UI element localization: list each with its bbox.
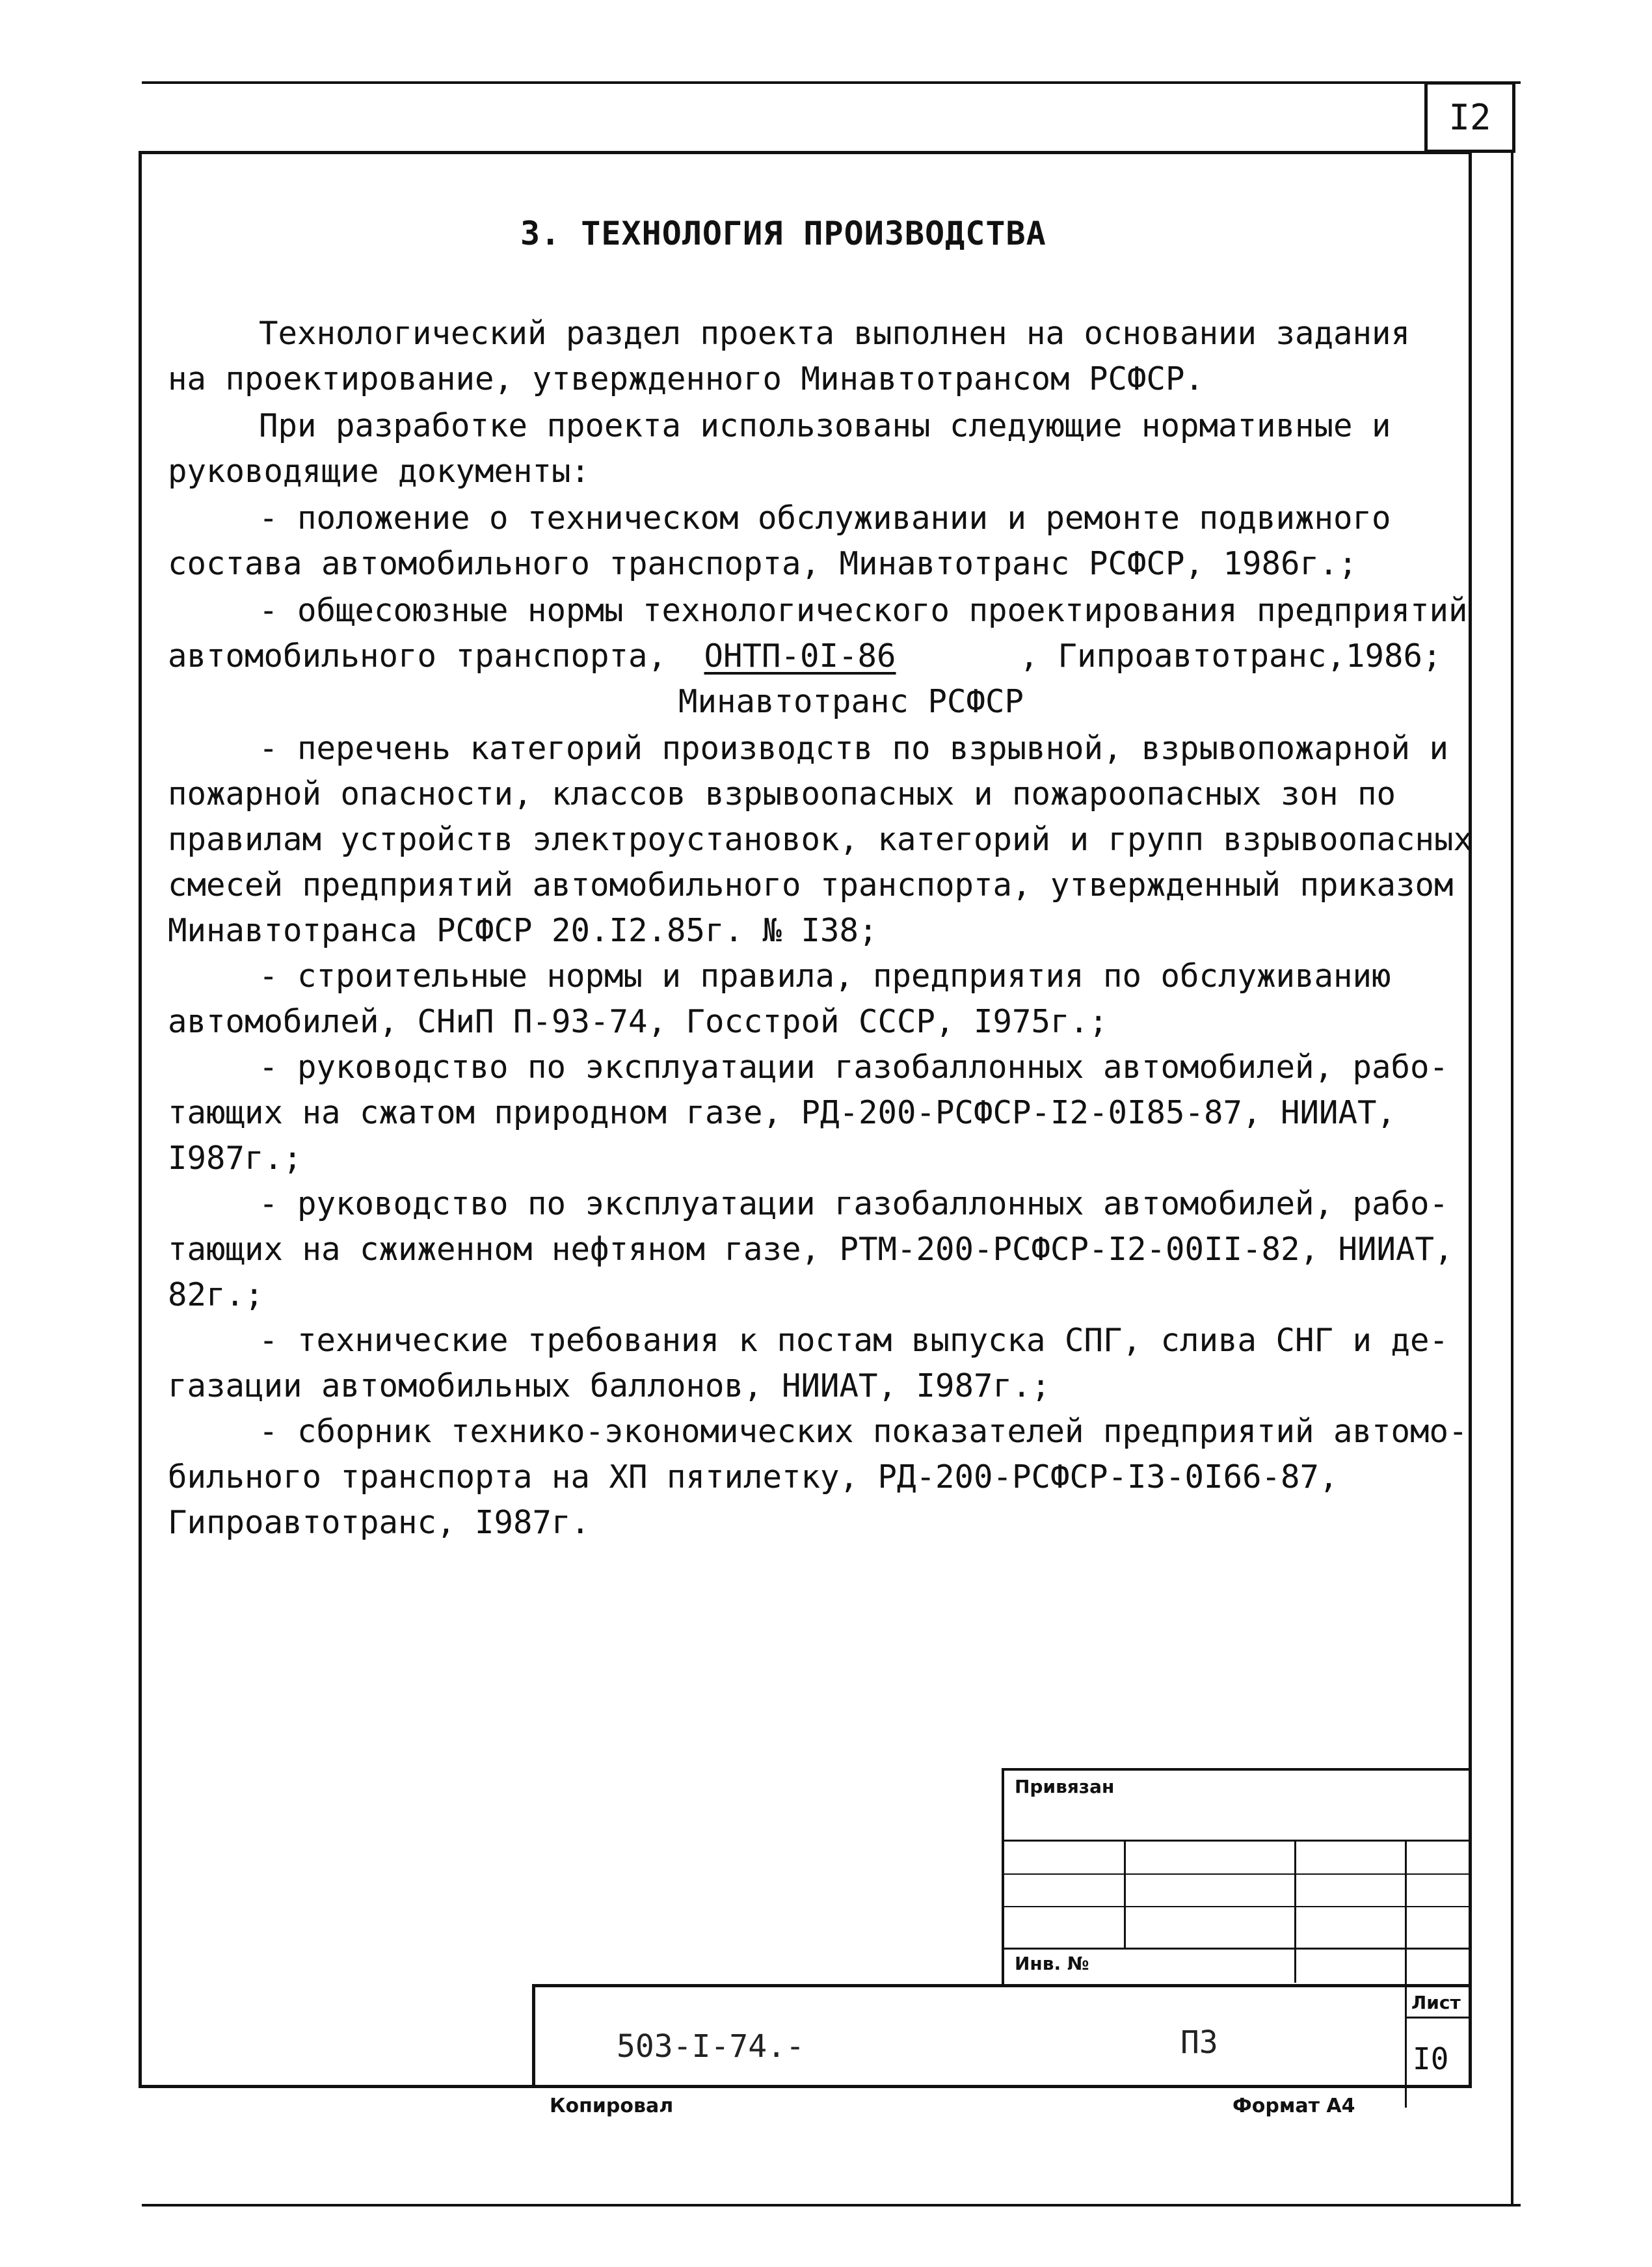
text-line: автомобилей, СНиП П-93-74, Госстрой СССР, I975г.; [168, 1003, 1108, 1040]
text-line: - положение о техническом обслуживании и ремонте подвижного [259, 500, 1391, 537]
text-line: бильного транспорта на ХП пятилетку, РД-200-РСФСР-I3-0I66-87, [168, 1458, 1339, 1496]
stamp-line [1405, 1840, 1407, 2108]
paragraph-1 [168, 311, 1443, 402]
text-line: на проектирование, утвержденного Минавтотрансом РСФСР. [168, 360, 1205, 397]
paragraph-7 [168, 1045, 1449, 1181]
paragraph-9 [168, 1318, 1449, 1409]
paragraph-2 [168, 403, 1443, 494]
document-code: 503-I-74.- [617, 2028, 805, 2065]
text-line: 82г.; [168, 1276, 264, 1313]
text-line: - строительные нормы и правила, предприятия по обслуживанию [259, 958, 1391, 995]
text-line: - руководство по эксплуатации газобаллонных автомобилей, рабо- [259, 1049, 1449, 1086]
text-line: пожарной опасности, классов взрывоопасных и пожароопасных зон по [168, 775, 1396, 812]
paragraph-8 [168, 1181, 1454, 1318]
text-fragment: автомобильного транспорта, [168, 637, 667, 675]
text-line: - руководство по эксплуатации газобаллонных автомобилей, рабо- [259, 1185, 1449, 1222]
text-line: газации автомобильных баллонов, НИИАТ, I987г.; [168, 1367, 1051, 1404]
text-line: Гипроавтотранс, I987г. [168, 1504, 591, 1541]
stamp-line [1002, 1873, 1470, 1875]
text-line: Минавтотранса РСФСР 20.I2.85г. № I38; [168, 912, 878, 949]
text-line: тающих на сжиженном нефтяном газе, РТМ-200-РСФСР-I2-00II-82, НИИАТ, [168, 1231, 1454, 1268]
text-line: смесей предприятий автомобильного транспорта, утвержденный приказом [168, 866, 1454, 904]
copied-by-label: Копировал [550, 2095, 674, 2117]
text-line: - сборник технико-экономических показателей предприятий автомо- [259, 1413, 1468, 1450]
stamp-line [1002, 1840, 1470, 1842]
stamp-line [1002, 1906, 1470, 1907]
text-line: При разработке проекта использованы следующие нормативные и [259, 407, 1391, 444]
text-line: руководящие документы: [168, 453, 591, 490]
page-number: I2 [1448, 96, 1491, 138]
paragraph-10 [168, 1409, 1468, 1546]
top-rule [142, 81, 1521, 84]
stamp-line [532, 1984, 1472, 1987]
text-line: тающих на сжатом природном газе, РД-200-РСФСР-I2-0I85-87, НИИАТ, [168, 1094, 1396, 1131]
text-line: - технические требования к постам выпуска СПГ, слива СНГ и де- [259, 1322, 1449, 1359]
paragraph-4 [168, 588, 1468, 725]
section-title: 3. ТЕХНОЛОГИЯ ПРОИЗВОДСТВА [520, 215, 1046, 252]
stamp-line [1002, 1768, 1004, 1984]
norm-code: ОНТП-0I-86 [704, 637, 896, 675]
sheet-label: Лист [1411, 1992, 1461, 2013]
text-line: Технологический раздел проекта выполнен на основании задания [259, 315, 1411, 352]
bottom-rule [142, 2204, 1521, 2207]
inv-label: Инв. № [1015, 1953, 1089, 1974]
text-fragment: , Гипроавтотранс,1986; [1019, 637, 1442, 675]
stamp-line [532, 1984, 535, 2088]
text-line: правилам устройств электроустановок, категорий и групп взрывоопасных [168, 821, 1473, 858]
page-number-box [1424, 81, 1515, 153]
text-line: Минавтотранс РСФСР [678, 683, 1024, 720]
paragraph-6 [168, 954, 1443, 1045]
stamp-line [1294, 1840, 1296, 1983]
right-outer-rule [1511, 151, 1513, 2207]
format-label: Формат А4 [1232, 2095, 1355, 2117]
stamp-line [1405, 2017, 1472, 2019]
paragraph-3 [168, 496, 1443, 587]
sheet-number: I0 [1413, 2041, 1449, 2076]
text-line [168, 634, 1443, 679]
stamp-line [1002, 1768, 1470, 1771]
text-line: состава автомобильного транспорта, Минавтотранс РСФСР, 1986г.; [168, 545, 1358, 582]
text-line: I987г.; [168, 1140, 302, 1177]
privyazan-label: Привязан [1015, 1776, 1115, 1797]
document-type: ПЗ [1180, 2024, 1218, 2061]
paragraph-5 [168, 726, 1473, 954]
text-line: - перечень категорий производств по взрывной, взрывопожарной и [259, 730, 1449, 767]
stamp-line [1002, 1948, 1470, 1950]
text-line: - общесоюзные нормы технологического проектирования предприятий [259, 592, 1468, 629]
stamp-line [1124, 1840, 1126, 1948]
